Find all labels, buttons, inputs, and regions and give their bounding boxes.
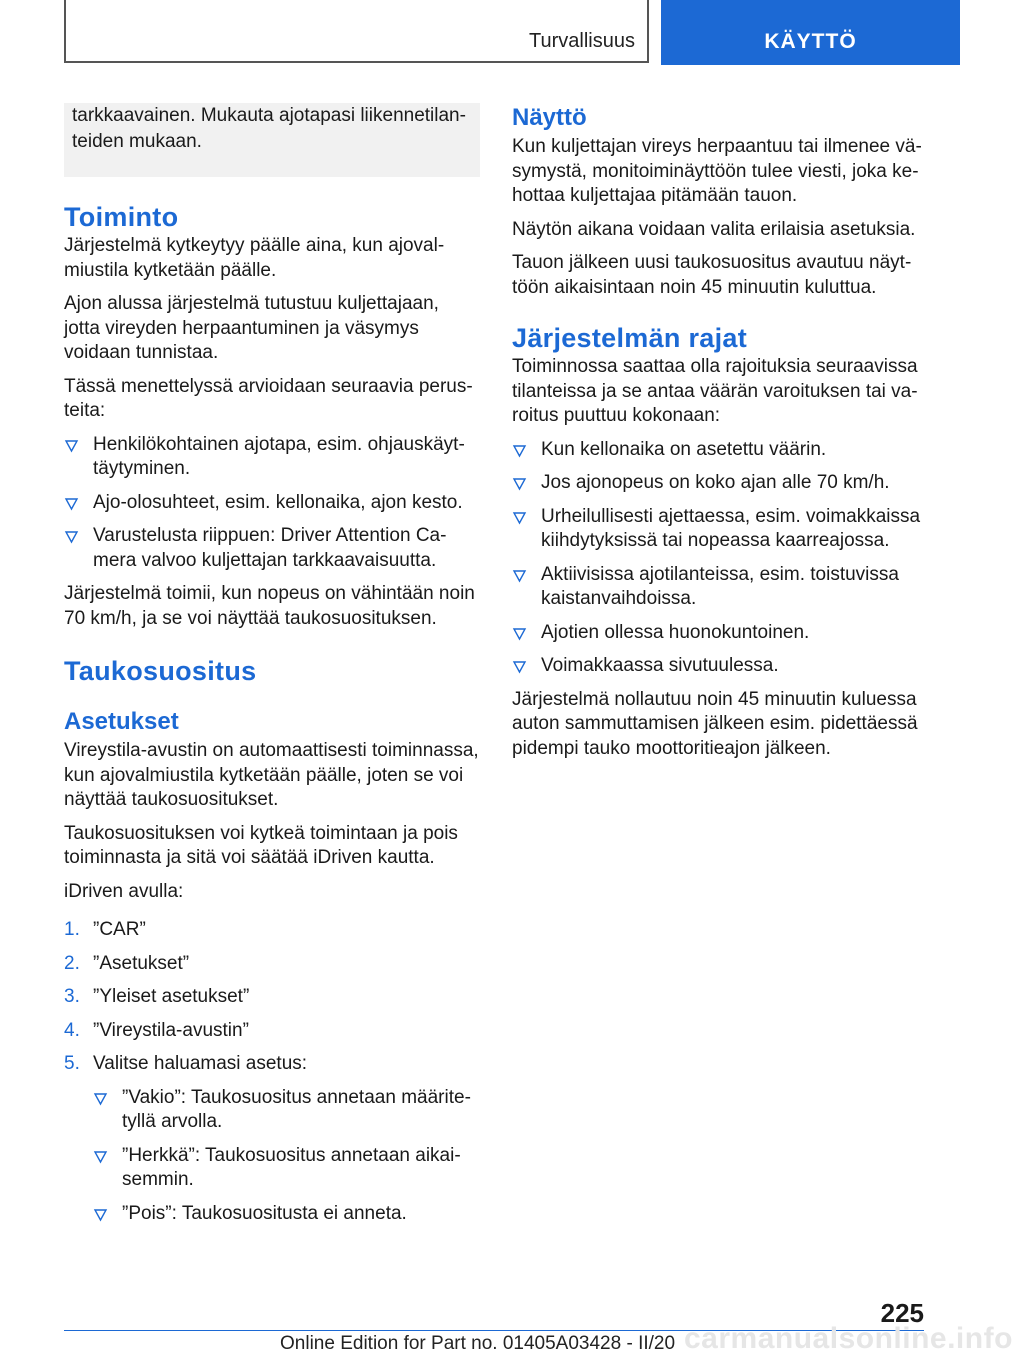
list-item: Ajotien ollessa huonokuntoinen. <box>512 621 922 646</box>
list-item: Ajo-olosuhteet, esim. kellonaika, ajon kesto. <box>64 491 480 516</box>
step-item: 3. ”Yleiset asetukset” <box>64 985 480 1010</box>
triangle-bullet-icon <box>513 628 526 640</box>
paragraph: Näytön aikana voidaan valita erilaisia asetuksia. <box>512 218 916 240</box>
triangle-bullet-icon <box>94 1093 107 1105</box>
paragraph: Taukosuosituksen voi kytkeä toimintaan ja pois toiminnasta ja sitä voi säätää iDriven kautta. <box>64 822 458 868</box>
steps-list <box>64 918 480 1077</box>
step-number: 1. <box>64 919 80 940</box>
list-item: Varustelusta riippuen: Driver Attention Camera valvoo kuljettajan tarkkaavaisuutta. <box>64 524 480 573</box>
heading-toiminto: Toiminto <box>64 202 179 232</box>
list-item: Kun kellonaika on asetettu väärin. <box>512 438 922 463</box>
paragraph: Järjestelmä toimii, kun nopeus on vähintään noin 70 km/h, ja se voi näyttää taukosuosituksen. <box>64 583 475 629</box>
left-column <box>64 103 480 1235</box>
paragraph: Järjestelmä nollautuu noin 45 minuutin kuluessa auton sammuttamisen jälkeen esim. pidettäessä pidempi tauko moottoritieajon jälkeen. <box>512 688 918 759</box>
paragraph: Ajon alussa järjestelmä tutustuu kuljettajaan, jotta vireyden herpaantuminen ja väsymys voidaan tunnistaa. <box>64 293 439 363</box>
settings-sublist <box>64 1086 480 1227</box>
step-item: 2. ”Asetukset” <box>64 952 480 977</box>
triangle-bullet-icon <box>513 570 526 582</box>
chapter-tab[interactable] <box>661 0 960 65</box>
step-item: 5. Valitse haluamasi asetus: <box>64 1052 480 1077</box>
paragraph: iDriven avulla: <box>64 880 184 902</box>
heading-jarjestelman-rajat: Järjestelmän rajat <box>512 323 748 353</box>
section-title: Turvallisuus <box>529 30 635 52</box>
list-item: Jos ajonopeus on koko ajan alle 70 km/h. <box>512 471 922 496</box>
triangle-bullet-icon <box>94 1209 107 1221</box>
list-item: ”Vakio”: Taukosuositus annetaan määritetyllä arvolla. <box>93 1086 480 1135</box>
triangle-bullet-icon <box>513 445 526 457</box>
note-box: tarkkaavainen. Mukauta ajotapasi liikennetilanteiden mukaan. <box>64 103 480 177</box>
triangle-bullet-icon <box>513 512 526 524</box>
list-item: ”Pois”: Taukosuositusta ei anneta. <box>93 1202 480 1227</box>
step-item: 1. ”CAR” <box>64 918 480 943</box>
heading-naytto: Näyttö <box>512 104 587 131</box>
step-number: 5. <box>64 1053 80 1074</box>
step-number: 4. <box>64 1019 80 1041</box>
list-item: Aktiivisissa ajotilanteissa, esim. toistuvissa kaistanvaihdoissa. <box>512 563 922 612</box>
paragraph: Vireystila-avustin on automaattisesti toiminnassa, kun ajovalmiustila kytketään päälle, joten se voi näyttää taukosuositukset. <box>64 740 479 810</box>
limits-list <box>512 438 922 679</box>
list-item: Urheilullisesti ajettaessa, esim. voimakkaissa kiihdytyksissä tai nopeassa kaarreajossa. <box>512 505 922 554</box>
heading-taukosuositus: Taukosuositus <box>64 656 257 686</box>
paragraph: Tauon jälkeen uusi taukosuositus avautuu näyttöön aikaisintaan noin 45 minuutin kuluttua. <box>512 252 912 298</box>
triangle-bullet-icon <box>513 478 526 490</box>
paragraph: Kun kuljettajan vireys herpaantuu tai ilmenee väsymystä, monitoiminäyttöön tulee viesti, joka kehottaa kuljettajaa pitämään tauon. <box>512 136 922 206</box>
header-frame <box>64 0 649 63</box>
chapter-tab-label: KÄYTTÖ <box>764 30 857 53</box>
step-number: 3. <box>64 986 80 1007</box>
list-item: Voimakkaassa sivutuulessa. <box>512 654 922 679</box>
step-number: 2. <box>64 952 80 974</box>
page-number: 225 <box>880 1298 924 1328</box>
edition-footer: Online Edition for Part no. 01405A03428 - II/20 <box>280 1333 676 1354</box>
list-item: Henkilökohtainen ajotapa, esim. ohjauskäyttäytyminen. <box>64 433 480 482</box>
triangle-bullet-icon <box>65 531 78 543</box>
heading-asetukset: Asetukset <box>64 708 179 735</box>
list-item: ”Herkkä”: Taukosuositus annetaan aikaisemmin. <box>93 1144 480 1193</box>
triangle-bullet-icon <box>513 661 526 673</box>
paragraph: Tässä menettelyssä arvioidaan seuraavia perusteita: <box>64 375 473 421</box>
watermark: carmanualsonline.info <box>684 1322 1013 1355</box>
triangle-bullet-icon <box>65 498 78 510</box>
triangle-bullet-icon <box>94 1151 107 1163</box>
triangle-bullet-icon <box>65 440 78 452</box>
criteria-list <box>64 433 480 574</box>
right-column <box>512 103 922 770</box>
paragraph: Toiminnossa saattaa olla rajoituksia seuraavissa tilanteissa ja se antaa väärän varoituksen tai varoitus puuttuu kokonaan: <box>512 356 918 426</box>
step-item: 4. ”Vireystila-avustin” <box>64 1019 480 1044</box>
paragraph: Järjestelmä kytkeytyy päälle aina, kun ajovalmiustila kytketään päälle. <box>64 235 445 281</box>
